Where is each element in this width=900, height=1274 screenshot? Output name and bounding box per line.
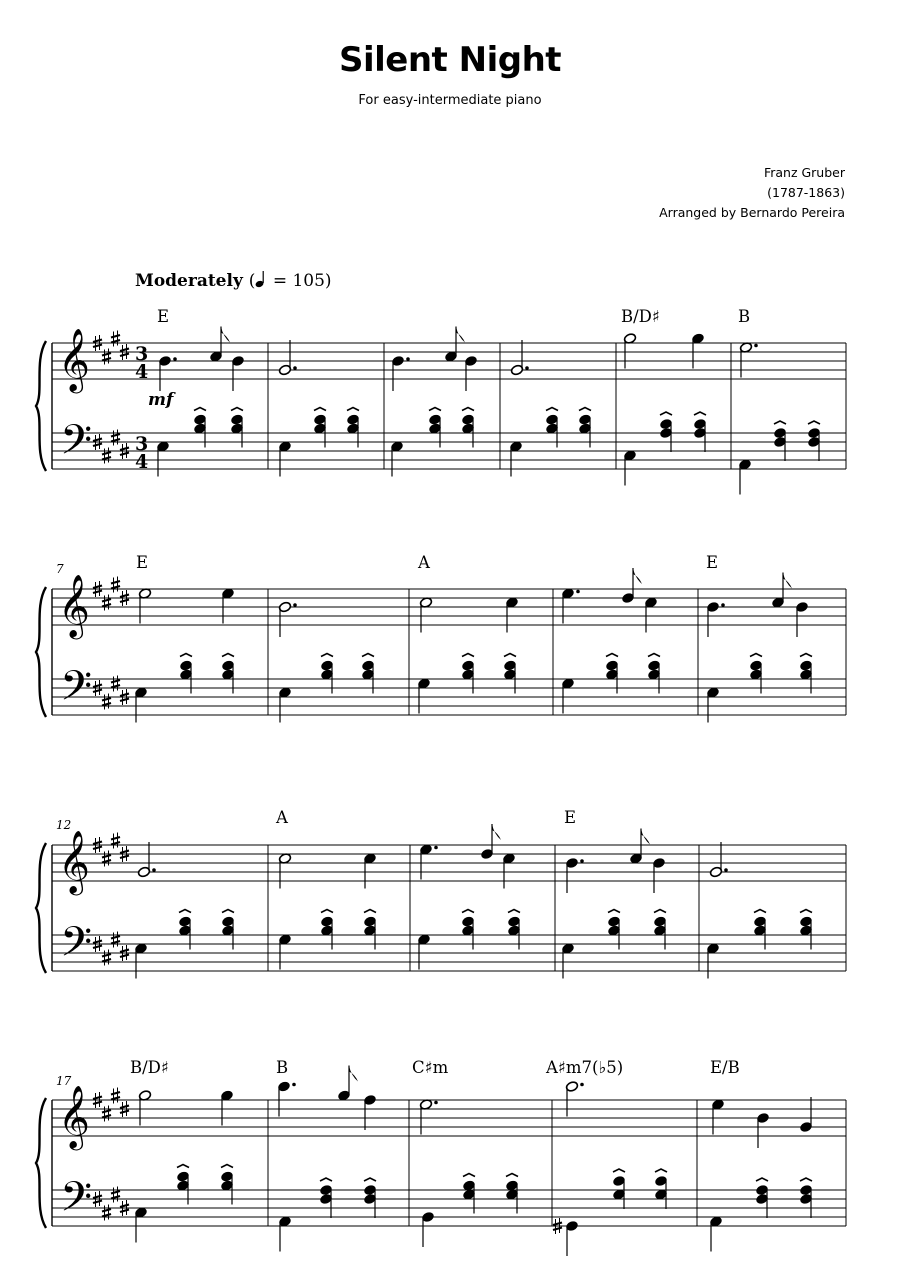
accent-mark	[221, 1165, 233, 1168]
accent-mark	[506, 1174, 518, 1177]
accent-mark	[347, 408, 359, 411]
augmentation-dot	[406, 357, 410, 361]
accent-mark	[321, 910, 333, 913]
time-signature-numerator: 3	[135, 433, 149, 455]
accent-mark	[508, 910, 520, 913]
accent-mark	[320, 1178, 332, 1181]
note-flag	[349, 1066, 358, 1082]
chord-symbol: A	[418, 553, 430, 572]
treble-clef-icon: 𝄞	[58, 1085, 90, 1148]
accent-mark	[754, 910, 766, 913]
accent-mark	[321, 654, 333, 657]
sharp-icon	[111, 1088, 120, 1104]
tempo-bpm: = 105	[272, 271, 325, 291]
sharp-icon	[102, 950, 111, 966]
accent-mark	[429, 408, 441, 411]
accent-mark	[179, 910, 191, 913]
accent-mark	[177, 1165, 189, 1168]
accent-mark	[613, 1169, 625, 1172]
augmentation-dot	[580, 859, 584, 863]
sharp-icon	[111, 833, 120, 849]
sharp-icon	[111, 577, 120, 593]
accent-mark	[694, 412, 706, 415]
chord-symbol: A♯m7(♭5)	[546, 1058, 624, 1077]
time-signature-denominator: 4	[135, 361, 149, 383]
sharp-icon	[102, 851, 111, 867]
accent-mark	[222, 910, 234, 913]
sharp-icon	[111, 331, 120, 347]
time-signature-denominator: 4	[135, 451, 149, 473]
sharp-icon	[102, 1106, 111, 1122]
bass-clef-icon: 𝄢	[60, 662, 93, 720]
accent-mark	[608, 910, 620, 913]
augmentation-dot	[434, 846, 438, 850]
accent-mark	[314, 408, 326, 411]
sharp-icon	[111, 430, 120, 446]
chord-symbol: E/B	[710, 1058, 740, 1077]
augmentation-dot	[293, 366, 297, 370]
score-title: Silent Night	[338, 40, 562, 80]
arranger-credit: Arranged by Bernardo Pereira	[659, 205, 845, 220]
accent-mark	[648, 654, 660, 657]
accent-mark	[462, 654, 474, 657]
dynamic-marking: mf	[148, 390, 174, 410]
time-signature-numerator: 3	[135, 343, 149, 365]
accent-mark	[364, 910, 376, 913]
measure-number: 12	[56, 818, 72, 832]
note-flag	[783, 573, 792, 589]
accent-mark	[579, 408, 591, 411]
treble-clef-icon: 𝄞	[58, 574, 90, 637]
measure-number: 17	[56, 1074, 72, 1088]
accent-mark	[800, 654, 812, 657]
accent-mark	[750, 654, 762, 657]
chord-symbol: A	[276, 808, 288, 827]
bass-clef-icon: 𝄢	[60, 918, 93, 976]
sharp-icon	[102, 694, 111, 710]
augmentation-dot	[580, 1083, 584, 1087]
augmentation-dot	[173, 357, 177, 361]
augmentation-dot	[576, 590, 580, 594]
accent-mark	[462, 408, 474, 411]
chord-symbol: B	[276, 1058, 289, 1077]
chord-symbol: E	[706, 553, 719, 572]
note-flag	[641, 829, 650, 845]
tempo-metronome: ( = 105)	[248, 271, 332, 291]
bass-clef-icon: 𝄢	[60, 1173, 93, 1231]
sharp-icon	[102, 595, 111, 611]
brace	[36, 341, 46, 471]
composer-dates: (1787-1863)	[767, 185, 845, 200]
score-subtitle: For easy-intermediate piano	[358, 93, 542, 108]
accent-mark	[462, 910, 474, 913]
sharp-icon	[102, 349, 111, 365]
sharp-icon	[111, 1187, 120, 1203]
accent-mark	[655, 1169, 667, 1172]
augmentation-dot	[292, 1083, 296, 1087]
accent-mark	[504, 654, 516, 657]
chord-symbol: B	[738, 307, 751, 326]
chord-symbol: B/D♯	[621, 307, 660, 326]
sharp-icon	[111, 932, 120, 948]
accent-mark	[222, 654, 234, 657]
accent-mark	[756, 1178, 768, 1181]
accent-mark	[654, 910, 666, 913]
accent-mark	[180, 654, 192, 657]
accent-mark	[194, 408, 206, 411]
brace	[36, 587, 46, 717]
accent-mark	[800, 1178, 812, 1181]
augmentation-dot	[293, 603, 297, 607]
accent-mark	[808, 421, 820, 424]
composer-name: Franz Gruber	[763, 165, 845, 180]
accent-mark	[774, 421, 786, 424]
chord-symbol: C♯m	[412, 1058, 449, 1077]
treble-clef-icon: 𝄞	[58, 830, 90, 893]
accent-mark	[660, 412, 672, 415]
chord-symbol: E	[136, 553, 149, 572]
accent-mark	[463, 1174, 475, 1177]
augmentation-dot	[525, 366, 529, 370]
bass-clef-icon: 𝄢	[60, 416, 93, 474]
brace	[36, 843, 46, 973]
note-flag	[221, 327, 230, 343]
chord-symbol: E	[564, 808, 577, 827]
accent-mark	[546, 408, 558, 411]
accent-mark	[231, 408, 243, 411]
tempo-text: Moderately	[135, 271, 243, 291]
augmentation-dot	[721, 603, 725, 607]
augmentation-dot	[152, 868, 156, 872]
chord-symbol: B/D♯	[130, 1058, 169, 1077]
measure-number: 7	[56, 562, 64, 576]
brace	[36, 1098, 46, 1228]
augmentation-dot	[434, 1101, 438, 1105]
accent-mark	[800, 910, 812, 913]
accent-mark	[362, 654, 374, 657]
augmentation-dot	[724, 868, 728, 872]
treble-clef-icon: 𝄞	[58, 328, 90, 391]
chord-symbol: E	[157, 307, 170, 326]
sharp-icon	[111, 676, 120, 692]
note-flag	[492, 824, 501, 840]
note-flag	[633, 568, 642, 584]
augmentation-dot	[754, 344, 758, 348]
note-flag	[456, 327, 465, 343]
accent-mark	[606, 654, 618, 657]
sharp-icon	[102, 448, 111, 464]
sharp-icon	[102, 1205, 111, 1221]
accent-mark	[364, 1178, 376, 1181]
